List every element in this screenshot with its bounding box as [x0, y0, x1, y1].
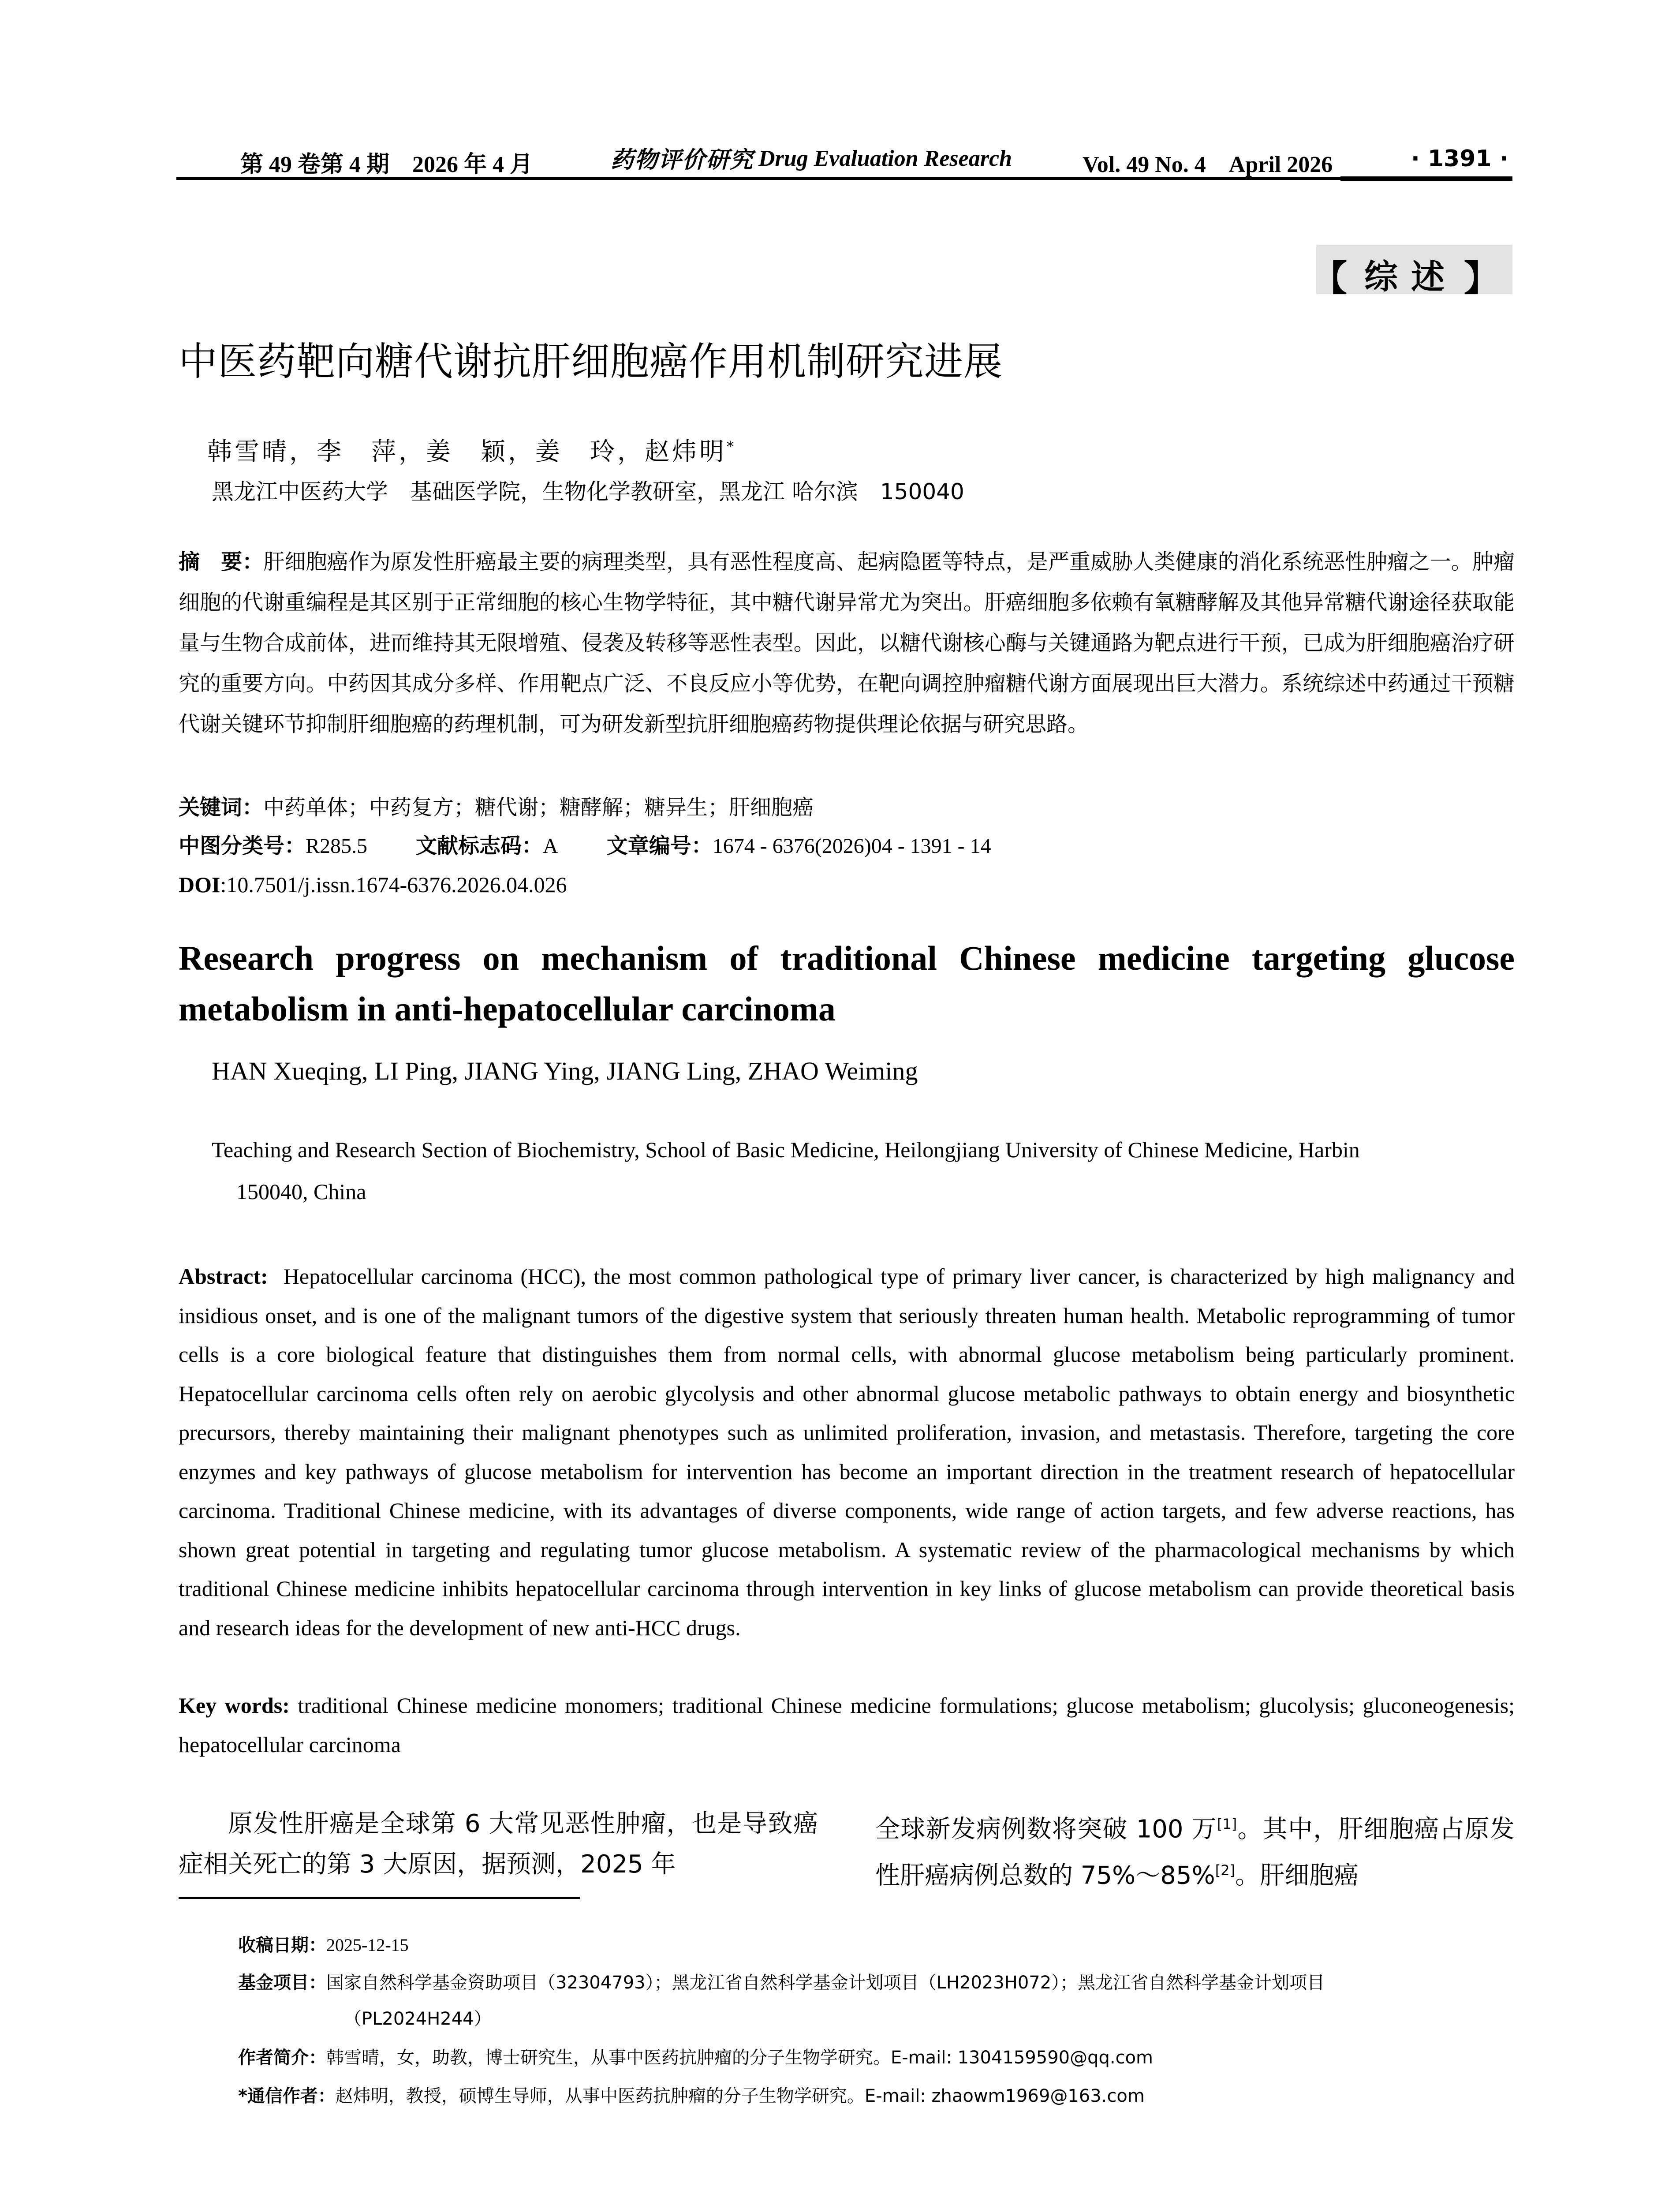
received-label: 收稿日期：: [238, 1935, 326, 1955]
keywords-cn-label: 关键词：: [179, 795, 264, 820]
corr-text: 赵炜明，教授，硕博生导师，从事中医药抗肿瘤的分子生物学研究。E-mail: zhaowm1969@163.com: [335, 2086, 1145, 2106]
doc-code-label: 文献标志码：: [416, 833, 543, 858]
header-volume-cn: 第 49 卷第 4 期 2026 年 4 月: [240, 152, 533, 177]
fund-text-1: 国家自然科学基金资助项目（32304793）；黑龙江省自然科学基金计划项目（LH2023H072）；黑龙江省自然科学基金计划项目: [326, 1973, 1325, 1993]
article-no-value: 1674 - 6376(2026)04 - 1391 - 14: [712, 834, 991, 858]
doi-label: DOI: [179, 872, 220, 897]
abstract-en-label: Abstract:: [179, 1264, 268, 1289]
abstract-cn: [179, 542, 1515, 744]
doi: [179, 864, 1515, 905]
journal-logo-cn: 药物评价研究: [611, 146, 754, 173]
bracket-right: 】: [1464, 258, 1499, 299]
keywords-cn: [179, 787, 1515, 828]
header-volume-en: Vol. 49 No. 4 April 2026: [1083, 152, 1333, 177]
clc-label: 中图分类号：: [179, 833, 306, 858]
footnote-received: [238, 1927, 1515, 1963]
clc-value: R285.5: [306, 834, 368, 858]
corresponding-mark: *: [727, 438, 734, 455]
fund-text-2: （PL2024H244）: [344, 2009, 492, 2029]
bracket-left: 【: [1312, 258, 1347, 299]
affiliation-cn: 黑龙江中医药大学 基础医学院，生物化学教研室，黑龙江 哈尔滨 150040: [212, 479, 964, 505]
fund-label: 基金项目：: [238, 1973, 326, 1993]
title-en: Research progress on mechanism of traditional Chinese medicine targeting glucose metabolism in anti-hepatocellular carcinoma: [179, 939, 1515, 1028]
corr-label: *通信作者：: [238, 2086, 336, 2106]
classification-meta: [179, 826, 1515, 867]
section-badge: [1312, 245, 1512, 299]
body-column-right: [875, 1804, 1515, 1896]
header-rule: [176, 177, 1340, 180]
header-rule-page-segment: [1340, 176, 1512, 181]
keywords-cn-text: 中药单体；中药复方；糖代谢；糖酵解；糖异生；肝细胞癌: [263, 795, 814, 820]
title-cn: 中医药靶向糖代谢抗肝细胞癌作用机制研究进展: [179, 339, 1003, 384]
bio-text: 韩雪晴，女，助教，博士研究生，从事中医药抗肿瘤的分子生物学研究。E-mail: 1304159590@qq.com: [326, 2048, 1154, 2068]
abstract-en-text: Hepatocellular carcinoma (HCC), the most common pathological type of primary liver cancer, is characterized by high malignancy and insidious onset, and is one of the malignant tumors of the digestive system that seriously threaten human health. Metabolic reprogramming of tumor cells is a core biological feature that distinguishes them from normal cells, with abnormal glucose metabolism being particularly prominent. Hepatocellular carcinoma cells often rely on aerobic glycolysis and other abnormal glucose metabolic pathways to obtain energy and biosynthetic precursors, thereby maintaining their malignant phenotypes such as unlimited proliferation, invasion, and metastasis. Therefore, targeting the core enzymes and key pathways of glucose metabolism for intervention has become an important direction in the treatment research of hepatocellular carcinoma. Traditional Chinese medicine, with its advantages of diverse components, wide range of action targets, and few adverse reactions, has shown great potential in targeting and regulating tumor glucose metabolism. A systematic review of the pharmacological mechanisms by which traditional Chinese medicine inhibits hepatocellular carcinoma through intervention in key links of glucose metabolism can provide theoretical basis and research ideas for the development of new anti-HCC drugs.: [179, 1264, 1515, 1640]
doi-link[interactable]: :10.7501/j.issn.1674-6376.2026.04.026: [220, 872, 567, 897]
body-column-left: 原发性肝癌是全球第 6 大常见恶性肿瘤，也是导致癌症相关死亡的第 3 大原因，据预测，2025 年: [179, 1809, 818, 1879]
authors-cn: [207, 432, 734, 467]
abstract-en: [179, 1257, 1515, 1647]
abstract-cn-label: 摘 要：: [179, 549, 264, 574]
footnote-corresponding: [238, 2078, 1515, 2114]
keywords-en-text: traditional Chinese medicine monomers; traditional Chinese medicine formulations; glucose metabolism; glucolysis; gluconeogenesis; hepatocellular carcinoma: [179, 1693, 1515, 1757]
authors-cn-names: 韩雪晴，李 萍，姜 颖，姜 玲，赵炜明: [207, 437, 727, 466]
body-right-text-3: 。肝细胞癌: [1235, 1861, 1359, 1890]
section-label: 综述: [1364, 257, 1458, 296]
doc-code-value: A: [543, 834, 558, 858]
footnote-author-bio: [238, 2040, 1515, 2076]
footnote-fund: [238, 1965, 1515, 2037]
footnote-rule: [179, 1897, 580, 1899]
bio-label: 作者简介：: [238, 2048, 326, 2068]
affiliation-en-line1: Teaching and Research Section of Biochemistry, School of Basic Medicine, Heilongjiang University of Chinese Medicine, Harbin: [212, 1137, 1360, 1162]
received-date: 2025-12-15: [326, 1935, 409, 1955]
keywords-en-label: Key words:: [179, 1693, 290, 1718]
abstract-cn-text: 肝细胞癌作为原发性肝癌最主要的病理类型，具有恶性程度高、起病隐匿等特点，是严重威胁人类健康的消化系统恶性肿瘤之一。肿瘤细胞的代谢重编程是其区别于正常细胞的核心生物学特征，其中糖代谢异常尤为突出。肝癌细胞多依赖有氧糖酵解及其他异常糖代谢途径获取能量与生物合成前体，进而维持其无限增殖、侵袭及转移等恶性表型。因此，以糖代谢核心酶与关键通路为靶点进行干预，已成为肝细胞癌治疗研究的重要方向。中药因其成分多样、作用靶点广泛、不良反应小等优势，在靶向调控肿瘤糖代谢方面展现出巨大潜力。系统综述中药通过干预糖代谢关键环节抑制肝细胞癌的药理机制，可为研发新型抗肝细胞癌药物提供理论依据与研究思路。: [179, 549, 1515, 736]
citation-1[interactable]: [1]: [1217, 1816, 1237, 1832]
affiliation-en: [212, 1129, 1515, 1213]
body-right-text-2: 。其中，肝细胞癌占原发性肝癌病例总数的 75%～85%: [875, 1815, 1515, 1890]
authors-en: HAN Xueqing, LI Ping, JIANG Ying, JIANG Ling, ZHAO Weiming: [212, 1057, 918, 1085]
affiliation-en-line2: 150040, China: [236, 1179, 366, 1204]
header-page-number: · 1391 ·: [1411, 146, 1508, 172]
body-right-text-1: 全球新发病例数将突破 100 万: [875, 1815, 1217, 1844]
keywords-en: [179, 1686, 1515, 1764]
citation-2[interactable]: [2]: [1215, 1861, 1236, 1879]
header-journal-en: Drug Evaluation Research: [758, 146, 1012, 171]
article-no-label: 文章编号：: [606, 833, 713, 858]
running-header: [176, 141, 1512, 181]
